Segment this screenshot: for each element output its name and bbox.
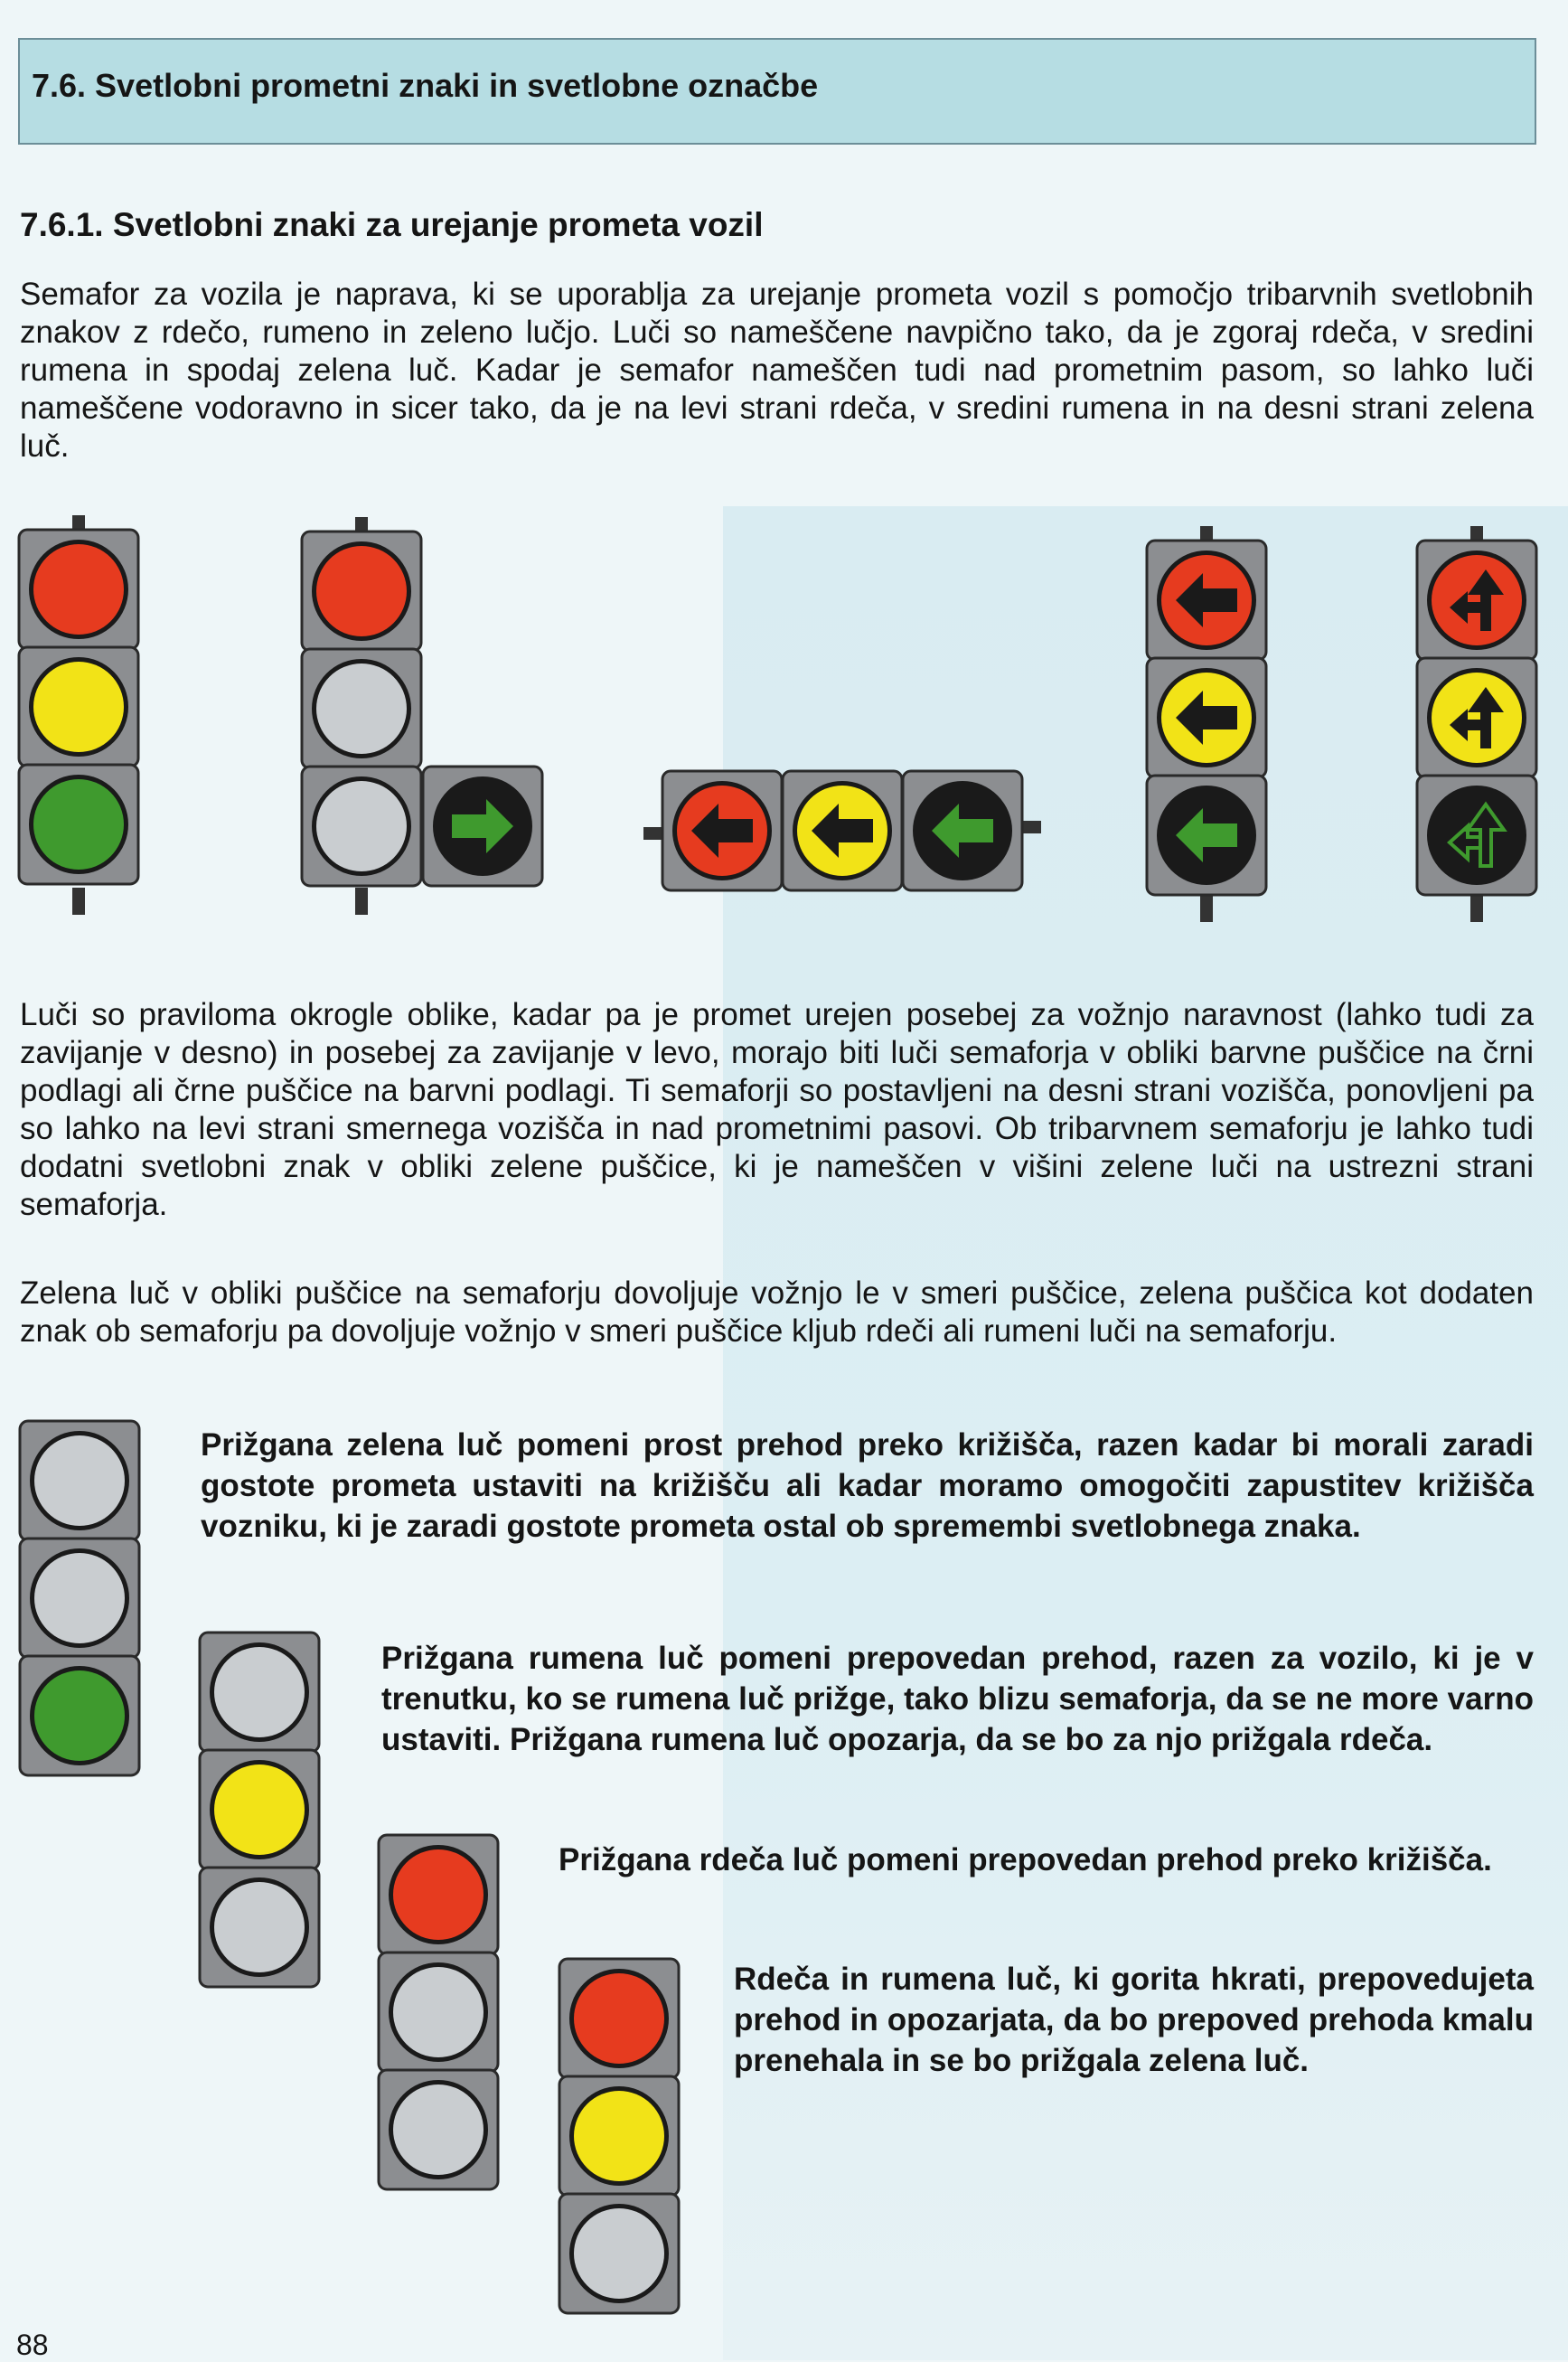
section-title: 7.6. Svetlobni prometni znaki in svetlobne označbe — [32, 67, 819, 104]
paragraph-intro: Semafor za vozila je naprava, ki se uporablja za urejanje prometa vozil s pomočjo tribarvnih svetlobnih znakov z rdečo, rumeno in zeleno lučjo. Luči so nameščene navpično tako, da je zgoraj rdeča, v sredini rumena in spodaj zelena luč. Kadar je semafor nameščen tudi nad prometnim pasom, so lahko luči nameščene vodoravno in sicer tako, da je na levi strani rdeča, v sredini rumena in na desni strani zelena luč. — [20, 277, 1534, 464]
subsection-title: 7.6.1. Svetlobni znaki za urejanje prometa vozil — [20, 206, 764, 243]
traffic-light-icon — [379, 1835, 498, 2189]
traffic-light-icon — [1147, 526, 1266, 922]
traffic-light-icon — [643, 771, 1041, 890]
text-red-light: Prižgana rdeča luč pomeni prepovedan prehod preko križišča. — [559, 1842, 1492, 1877]
text-green-light: Prižgana zelena luč pomeni prost prehod preko križišča, razen kadar bi morali zaradi gostote prometa ustaviti na križišču ali kadar moramo omogočiti zapustitev križišča vozniku, ki je zaradi gostote prometa ostal ob spremembi svetlobnega znaka. — [201, 1427, 1534, 1544]
text-red-yellow-light: Rdeča in rumena luč, ki gorita hkrati, prepovedujeta prehod in opozarjata, da bo prepoved prehoda kmalu prenehala in se bo prižgala zelena luč. — [734, 1962, 1534, 2078]
traffic-light-icon — [200, 1633, 319, 1987]
text-yellow-light: Prižgana rumena luč pomeni prepovedan prehod, razen za vozilo, ki je v trenutku, ko se rumena luč prižge, tako blizu semaforja, da se ne more varno ustaviti. Prižgana rumena luč opozarja, da se bo za njo prižgala rdeča. — [381, 1641, 1534, 1757]
traffic-light-icon — [19, 515, 138, 915]
traffic-light-icon — [1417, 526, 1536, 922]
traffic-light-icon — [559, 1959, 679, 2313]
paragraph-green-arrow: Zelena luč v obliki puščice na semaforju dovoljuje vožnjo le v smeri puščice, zelena puščica kot dodaten znak ob semaforju pa dovoljuje vožnjo v smeri puščice kljub rdeči ali rumeni luči na semaforju. — [20, 1275, 1534, 1349]
traffic-light-icon — [20, 1421, 139, 1775]
traffic-light-icon — [302, 517, 542, 915]
page-number: 88 — [16, 2329, 49, 2361]
paragraph-arrows: Luči so praviloma okrogle oblike, kadar pa je promet urejen posebej za vožnjo naravnost (lahko tudi za zavijanje v desno) in posebej za zavijanje v levo, morajo biti luči semaforja v obliki barvne puščice na črni podlagi ali črne puščice na barvni podlagi. Ti semaforji so postavljeni na desni strani vozišča, ponovljeni pa so lahko na levi strani smernega vozišča in nad prometnimi pasovi. Ob tribarvnem semaforju je lahko tudi dodatni svetlobni znak v obliki zelene puščice, ki je nameščen v višini zelene luči na ustrezni strani semaforja. — [20, 997, 1534, 1222]
